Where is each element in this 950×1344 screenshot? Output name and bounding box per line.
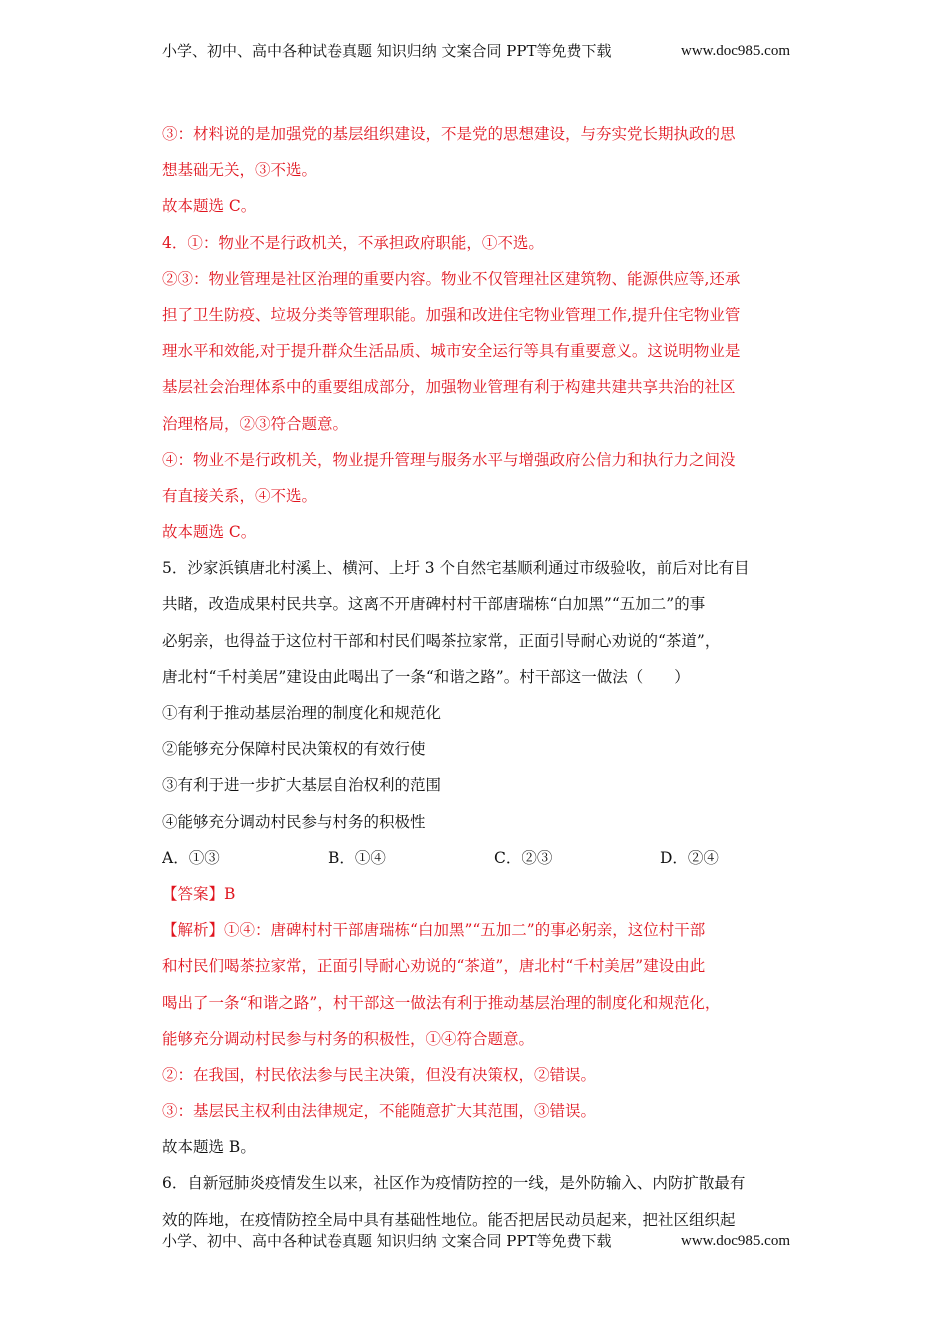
header-text: 小学、初中、高中各种试卷真题 知识归纳 文案合同 PPT等免费下载 <box>162 42 612 60</box>
q5-item: ④能够充分调动村民参与村务的积极性 <box>162 812 426 831</box>
q5-conclusion: 故本题选 B。 <box>162 1138 256 1157</box>
document-body <box>162 116 790 1238</box>
q5-stem-line: 5．沙家浜镇唐北村溪上、横河、上圩 3 个自然宅基顺利通过市级验收，前后对比有目 <box>162 559 750 578</box>
footer-site-link[interactable]: www.doc985.com <box>680 1233 790 1249</box>
q5-analysis-line: ②：在我国，村民依法参与民主决策，但没有决策权，②错误。 <box>162 1065 597 1084</box>
q6-stem-line: 6．自新冠肺炎疫情发生以来，社区作为疫情防控的一线，是外防输入、内防扩散最有 <box>162 1174 746 1193</box>
q4-analysis-line: 担了卫生防疫、垃圾分类等管理职能。加强和改进住宅物业管理工作,提升住宅物业管 <box>162 305 741 324</box>
q4-analysis-line: 4．①：物业不是行政机关，不承担政府职能，①不选。 <box>162 233 544 252</box>
q5-analysis-line: 能够充分调动村民参与村务的积极性，①④符合题意。 <box>162 1029 535 1048</box>
q3-conclusion: 故本题选 C。 <box>162 197 257 216</box>
q5-option-d: D．②④ <box>660 848 719 867</box>
answer-tag: 【答案】 <box>162 884 225 903</box>
q5-answer <box>162 876 790 912</box>
q5-item: ②能够充分保障村民决策权的有效行使 <box>162 740 426 759</box>
answer-value: B <box>224 884 236 903</box>
q4-analysis-line: 有直接关系，④不选。 <box>162 486 318 505</box>
page-footer <box>162 1231 790 1251</box>
q4-analysis-line: 基层社会治理体系中的重要组成部分，加强物业管理有利于构建共建共享共治的社区 <box>162 378 736 397</box>
footer-text: 小学、初中、高中各种试卷真题 知识归纳 文案合同 PPT等免费下载 <box>162 1232 612 1250</box>
q5-option-b: B．①④ <box>328 848 386 867</box>
q5-analysis-line: 和村民们喝茶拉家常，正面引导耐心劝说的“茶道”，唐北村“千村美居”建设由此 <box>162 957 706 976</box>
q5-option-c: C．②③ <box>494 848 553 867</box>
q3-analysis-line: ③：材料说的是加强党的基层组织建设，不是党的思想建设，与夯实党长期执政的思 <box>162 125 736 143</box>
q4-analysis-line: ②③：物业管理是社区治理的重要内容。物业不仅管理社区建筑物、能源供应等,还承 <box>162 269 741 288</box>
q4-analysis-line: 治理格局，②③符合题意。 <box>162 414 349 433</box>
q5-analysis-line: ③：基层民主权利由法律规定，不能随意扩大其范围，③错误。 <box>162 1102 597 1121</box>
q5-stem-line: 共睹，改造成果村民共享。这离不开唐碑村村干部唐瑞栋“白加黑”“五加二”的事 <box>162 595 706 614</box>
q5-item: ①有利于推动基层治理的制度化和规范化 <box>162 704 442 722</box>
analysis-text: ①④：唐碑村村干部唐瑞栋“白加黑”“五加二”的事必躬亲，这位村干部 <box>224 921 706 940</box>
q6-stem-line: 效的阵地，在疫情防控全局中具有基础性地位。能否把居民动员起来，把社区组织起 <box>162 1210 736 1229</box>
q3-analysis-line: 想基础无关，③不选。 <box>162 161 318 180</box>
q5-options <box>162 840 790 876</box>
q5-option-a: A．①③ <box>162 848 220 867</box>
q5-analysis-line <box>162 912 790 948</box>
q5-stem-line: 必躬亲，也得益于这位村干部和村民们喝茶拉家常，正面引导耐心劝说的“茶道”， <box>162 631 721 650</box>
q5-analysis-line: 喝出了一条“和谐之路”，村干部这一做法有利于推动基层治理的制度化和规范化， <box>162 993 721 1012</box>
header-site-link[interactable]: www.doc985.com <box>680 43 790 59</box>
analysis-tag: 【解析】 <box>162 921 225 940</box>
q4-conclusion: 故本题选 C。 <box>162 523 257 542</box>
q4-analysis-line: ④：物业不是行政机关，物业提升管理与服务水平与增强政府公信力和执行力之间没 <box>162 450 736 469</box>
page-header <box>162 41 790 61</box>
q5-item: ③有利于进一步扩大基层自治权利的范围 <box>162 776 442 795</box>
q5-stem-line: 唐北村“千村美居”建设由此喝出了一条“和谐之路”。村干部这一做法（ ） <box>162 667 690 686</box>
q4-analysis-line: 理水平和效能,对于提升群众生活品质、城市安全运行等具有重要意义。这说明物业是 <box>162 342 741 361</box>
